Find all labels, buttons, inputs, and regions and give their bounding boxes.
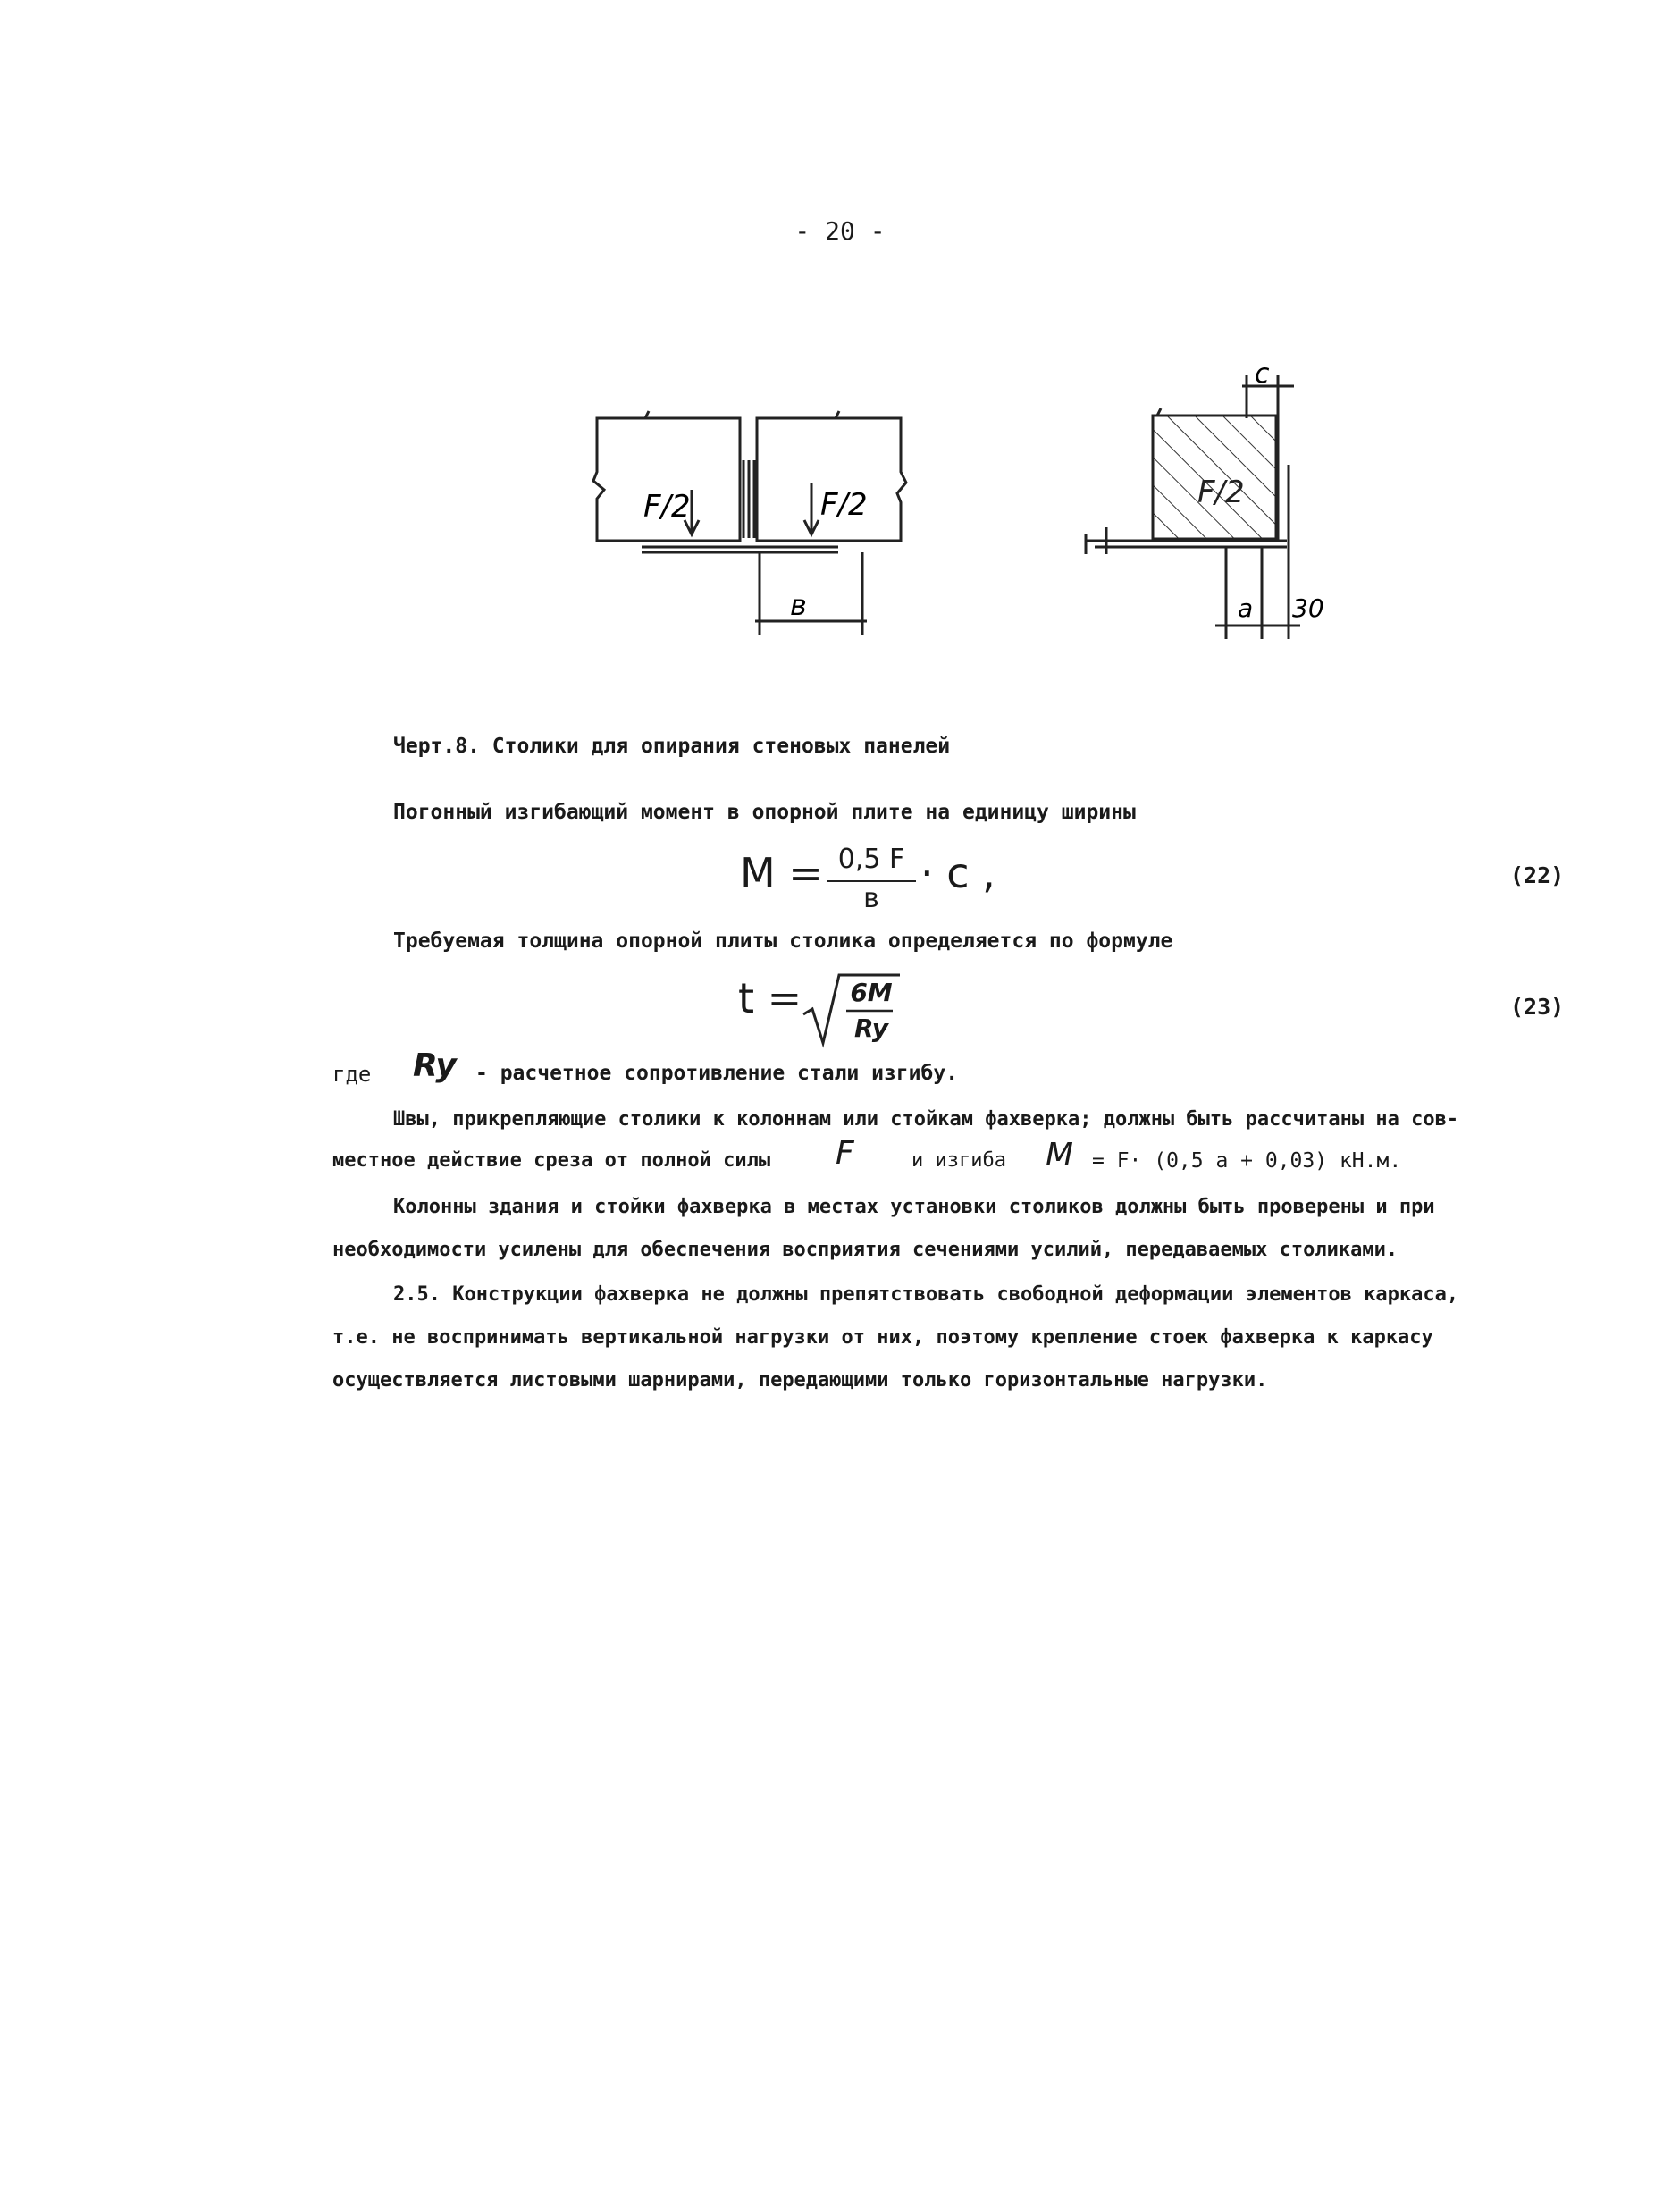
paragraph-moment: Погонный изгибающий момент в опорной плите на единицу ширины [393, 801, 1136, 824]
symbol-M: M [1046, 1137, 1074, 1173]
symbol-F: F [836, 1135, 854, 1172]
paragraph-columns-line2: необходимости усилены для обеспечения восприятия сечениями усилий, передаваемых столиками. [332, 1239, 1399, 1261]
paragraph-thickness: Требуемая толщина опорной плиты столика определяется по формуле [393, 929, 1173, 953]
figure-8 [0, 0, 1680, 679]
formula-23-numerator: 6M [850, 978, 893, 1007]
formula-22-lhs: M = [740, 849, 823, 897]
formula-23-lhs: t = [738, 974, 802, 1022]
formula-22-fraction-bar [827, 880, 916, 882]
where-text: - расчетное сопротивление стали изгибу. [475, 1062, 959, 1085]
where-symbol: Ry [413, 1047, 457, 1084]
equation-number-23: (23) [1510, 994, 1565, 1020]
figure-caption: Черт.8. Столики для опирания стеновых панелей [393, 735, 951, 758]
left-detail [593, 411, 906, 635]
label-f2-hatch: F/2 [1197, 475, 1245, 510]
paragraph-2-5-line1: 2.5. Конструкции фахверка не должны препятствовать свободной деформации элементов каркаса, [393, 1283, 1459, 1306]
paragraph-welds-line2a: местное действие среза от полной силы [332, 1149, 771, 1172]
paragraph-welds-line2b: и изгиба [911, 1149, 1006, 1172]
paragraph-columns-line1: Колонны здания и стойки фахверка в местах установки столиков должны быть проверены и при [393, 1196, 1435, 1218]
paragraph-2-5-line3: осуществляется листовыми шарнирами, передающими только горизонтальные нагрузки. [332, 1369, 1268, 1392]
label-dim-c: c [1255, 358, 1270, 390]
paragraph-welds-line2c: = F· (0,5 a + 0,03) кН.м. [1092, 1149, 1402, 1173]
label-dim-a: a [1238, 593, 1254, 623]
equation-number-22: (22) [1510, 862, 1565, 888]
label-f2-left: F/2 [643, 489, 691, 525]
formula-22-rhs: · c , [920, 849, 995, 897]
page-number: - 20 - [794, 216, 886, 246]
where-word: где [332, 1062, 372, 1087]
label-dim-b: в [790, 588, 807, 622]
formula-23-denominator: Ry [853, 1013, 889, 1043]
formula-22-denominator: в [863, 883, 879, 914]
paragraph-welds-line1: Швы, прикрепляющие столики к колоннам или стойкам фахверка; должны быть рассчитаны на сов- [393, 1108, 1459, 1131]
right-detail [1086, 375, 1300, 639]
formula-22-numerator: 0,5 F [837, 844, 905, 875]
label-f2-right: F/2 [820, 487, 868, 523]
paragraph-2-5-line2: т.е. не воспринимать вертикальной нагрузки от них, поэтому крепление стоек фахверка к каркасу [332, 1326, 1433, 1349]
label-dim-30: 30 [1292, 593, 1324, 623]
